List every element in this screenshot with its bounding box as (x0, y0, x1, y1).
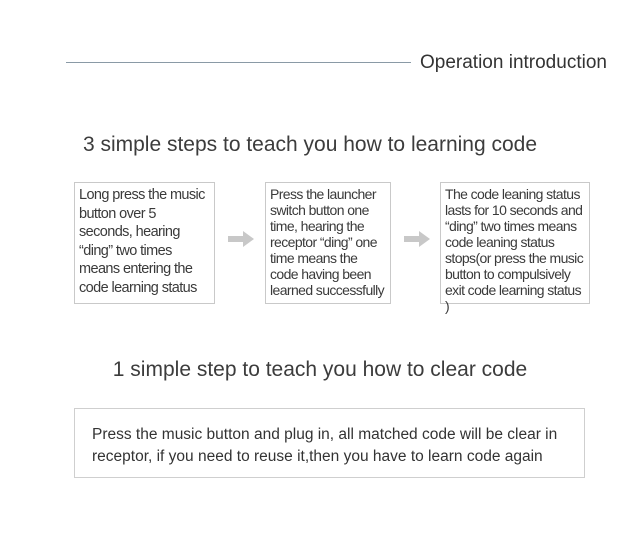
arrow-right-icon (404, 231, 430, 247)
page-title: Operation introduction (420, 52, 607, 73)
clear-code-instructions: Press the music button and plug in, all matched code will be clear in receptor, if you need to reuse it,then you have to learn code again (74, 408, 585, 478)
header-divider-line (66, 62, 411, 63)
learning-step-2: Press the launcher switch button one time, hearing the receptor “ding” one time means the code having been learned successfully (265, 182, 391, 304)
learning-step-1: Long press the music button over 5 seconds, hearing “ding” two times means entering the code learning status (74, 182, 215, 304)
learning-steps-heading: 3 simple steps to teach you how to learning code (82, 133, 538, 156)
clear-code-heading: 1 simple step to teach you how to clear code (112, 358, 528, 381)
arrow-right-icon (228, 231, 254, 247)
learning-step-3: The code leaning status lasts for 10 seconds and “ding” two times means code leaning status stops(or press the music button to compulsively exit code learning status ) (440, 182, 590, 304)
